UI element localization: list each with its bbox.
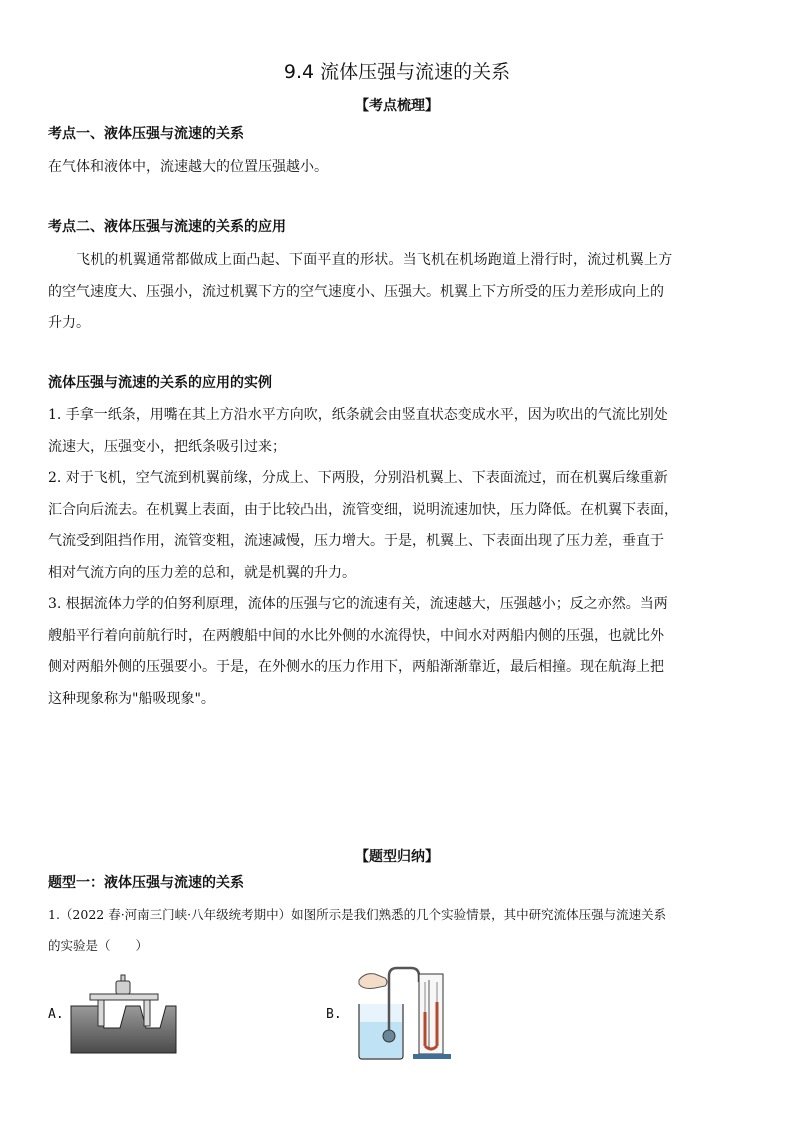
section-marker-question-types: [0, 846, 794, 866]
example-item-2: [48, 463, 748, 589]
text-line: 飞机的机翼通常都做成上面凸起、下面平直的形状。当飞机在机场跑道上滑行时，流过机翼上方: [76, 252, 673, 268]
liquid-left: [424, 1012, 427, 1046]
text-line: 汇合向后流去。在机翼上表面，由于比较凸出，流管变细，说明流速加快，压力降低。在机翼下表面，: [48, 501, 678, 518]
heading-point-two: 考点二、液体压强与流速的关系的应用: [48, 219, 286, 235]
text-line: 相对气流方向的压力差的总和，就是机翼的升力。: [48, 564, 356, 581]
option-a-image[interactable]: [68, 970, 178, 1058]
weight-block: [116, 981, 130, 994]
text-line: 3. 根据流体力学的伯努利原理，流体的压强与它的流速有关，流速越大，压强越小；反之亦然。当两: [48, 596, 668, 612]
table-leg-right: [144, 1000, 150, 1026]
text-line: 艘船平行着向前航行时，在两艘船中间的水比外侧的水流得快，中间水对两船内侧的压强，也就比外: [48, 627, 664, 644]
hand-shape: [359, 974, 387, 989]
table-top: [90, 994, 158, 1000]
text-line: 流速大，压强变小，把纸条吸引过来；: [48, 438, 286, 455]
paragraph-point-one: [48, 152, 748, 184]
text-line: 侧对两船外侧的压强要小。于是，在外侧水的压力作用下，两船渐渐靠近，最后相撞。现在航海上把: [48, 659, 664, 675]
option-b-image[interactable]: [345, 962, 455, 1062]
weight-hook: [121, 975, 125, 981]
example-item-3: [48, 589, 748, 715]
manometer-base: [413, 1054, 451, 1059]
heading-examples: 流体压强与流速的关系的应用的实例: [48, 375, 272, 391]
paragraph-point-two: [48, 245, 748, 340]
heading-point-one: 考点一、液体压强与流速的关系: [48, 126, 244, 142]
text-line: 在气体和液体中，流速越大的位置压强越小。: [48, 159, 328, 175]
question-1: [48, 899, 748, 961]
option-a-label[interactable]: A.: [48, 1007, 64, 1022]
sponge-shape: [71, 1006, 176, 1053]
example-item-1: [48, 400, 748, 463]
pressure-probe: [383, 1030, 395, 1042]
heading-type-one: 题型一：液体压强与流速的关系: [48, 875, 244, 891]
text-line: 这种现象称为"船吸现象"。: [48, 690, 215, 707]
text-line: 1. 手拿一纸条，用嘴在其上方沿水平方向吹，纸条就会由竖直状态变成水平，因为吹出的气流比别处: [48, 407, 668, 423]
beaker-water: [360, 1022, 402, 1058]
text-line: 气流受到阻挡作用，流管变粗，流速减慢，压力增大。于是，机翼上、下表面出现了压力差，垂直于: [48, 533, 664, 549]
text-line: 的空气速度大、压强小，流过机翼下方的空气速度小、压强大。机翼上下方所受的压力差形成向上的: [48, 283, 664, 300]
document-title: 9.4 流体压强与流速的关系: [283, 61, 511, 83]
section-marker-text: 【题型归纳】: [355, 849, 439, 865]
table-leg-left: [98, 1000, 104, 1026]
section-marker-key-points: 【考点梳理】: [355, 98, 439, 114]
text-line: 升力。: [48, 315, 90, 331]
question-line: 的实验是（ ）: [48, 938, 149, 953]
liquid-right: [436, 1002, 439, 1046]
text-line: 2. 对于飞机，空气流到机翼前缘，分成上、下两股，分别沿机翼上、下表面流过，而在机翼后缘重新: [48, 470, 668, 486]
question-line: 1.（2022 春·河南三门峡·八年级统考期中）如图所示是我们熟悉的几个实验情景，其中研究流体压强与流速关系: [48, 907, 667, 922]
manometer-frame: [419, 974, 443, 1054]
option-b-label[interactable]: B.: [326, 1007, 342, 1022]
